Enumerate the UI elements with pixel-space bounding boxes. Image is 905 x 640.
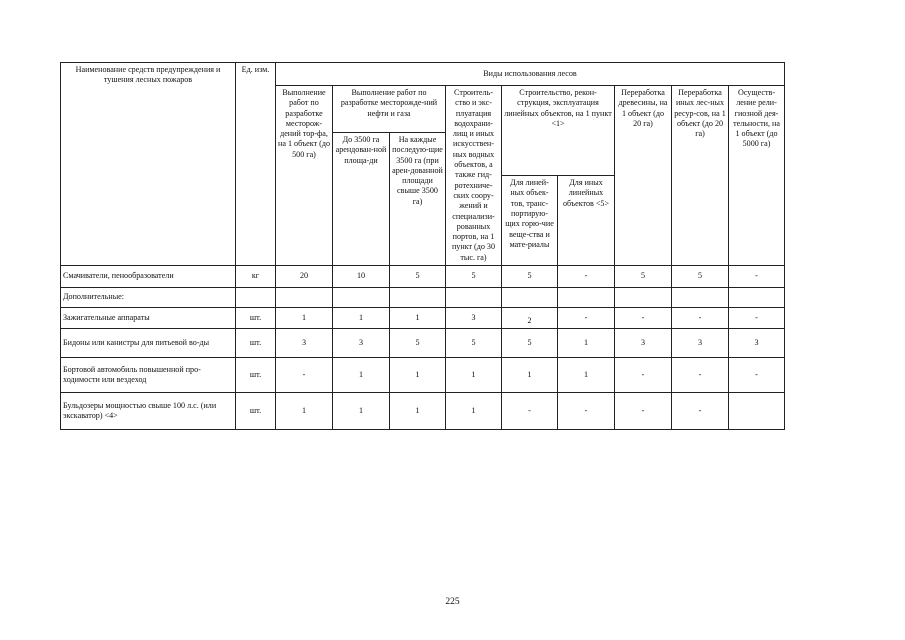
cell: 1 — [276, 393, 333, 430]
header-linear: Строительство, рекон-струкция, эксплуатация линейных объектов, на 1 пункт <1> — [502, 86, 615, 176]
row-name: Дополнительные: — [61, 288, 236, 308]
table-row — [61, 393, 785, 430]
cell: 1 — [333, 358, 390, 393]
row-name: Зажигательные аппараты — [61, 308, 236, 329]
cell: 1 — [558, 329, 615, 358]
cell: 1 — [390, 308, 446, 329]
cell: 1 — [446, 393, 502, 430]
cell: 1 — [502, 358, 558, 393]
cell: - — [502, 393, 558, 430]
page-number: 225 — [445, 597, 460, 607]
cell: 5 — [446, 329, 502, 358]
cell — [615, 288, 672, 308]
cell: 5 — [502, 266, 558, 288]
row-unit: шт. — [236, 329, 276, 358]
cell: 3 — [672, 329, 729, 358]
header-wood: Переработка древесины, на 1 объект (до 20 га) — [615, 86, 672, 266]
cell — [729, 288, 785, 308]
cell: 1 — [333, 393, 390, 430]
cell: - — [558, 266, 615, 288]
cell — [390, 288, 446, 308]
cell: 5 — [390, 329, 446, 358]
cell: - — [276, 358, 333, 393]
cell — [672, 288, 729, 308]
cell — [558, 288, 615, 308]
cell: - — [729, 266, 785, 288]
cell — [333, 288, 390, 308]
cell: 3 — [729, 329, 785, 358]
header-oilgas-b: На каждые последую-щие 3500 га (при арен-дованной площади свыше 3500 га) — [390, 133, 446, 266]
cell: 20 — [276, 266, 333, 288]
row-unit: шт. — [236, 308, 276, 329]
header-reservoirs: Строитель-ство и экс-плуатация водохрани-лищ и иных искусствен-ных водных объектов, а также гид-ротехниче-ских соору-жений и специализи-рованных портов, на 1 пункт (до 30 тыс. га) — [446, 86, 502, 266]
header-linear-a: Для линей-ных объек-тов, транс-портирую-щих горю-чие веще-ства и мате-риалы — [502, 176, 558, 266]
cell: 5 — [672, 266, 729, 288]
header-peat: Выполнение работ по разработке месторож-дений тор-фа, на 1 объект (до 500 га) — [276, 86, 333, 266]
cell: 1 — [390, 358, 446, 393]
header-unit-col: Ед. изм. — [236, 63, 276, 266]
header-religious: Осуществ-ление рели-гиозной дея-тельности, на 1 объект (до 5000 га) — [729, 86, 785, 266]
cell — [446, 288, 502, 308]
cell — [276, 288, 333, 308]
header-forest-res: Переработка иных лес-ных ресур-сов, на 1 объект (до 20 га) — [672, 86, 729, 266]
cell: 5 — [390, 266, 446, 288]
cell: - — [615, 358, 672, 393]
cell: 1 — [446, 358, 502, 393]
table-row — [61, 329, 785, 358]
cell: 5 — [502, 329, 558, 358]
cell: - — [558, 308, 615, 329]
header-row-1 — [61, 63, 785, 86]
table-row — [61, 358, 785, 393]
row-name: Смачиватели, пенообразователи — [61, 266, 236, 288]
table-row — [61, 288, 785, 308]
header-group-title: Виды использования лесов — [276, 63, 785, 86]
norms-table — [60, 62, 785, 430]
cell: 3 — [446, 308, 502, 329]
cell: - — [615, 393, 672, 430]
row-name: Бидоны или канистры для питьевой во-ды — [61, 329, 236, 358]
cell: - — [672, 308, 729, 329]
row-unit: кг — [236, 266, 276, 288]
table-row — [61, 308, 785, 329]
cell: - — [615, 308, 672, 329]
cell: 5 — [446, 266, 502, 288]
header-linear-b: Для иных линейных объектов <5> — [558, 176, 615, 266]
cell: 2 — [502, 308, 558, 329]
header-oilgas: Выполнение работ по разработке месторожде-ний нефти и газа — [333, 86, 446, 133]
cell: - — [672, 393, 729, 430]
cell: - — [729, 358, 785, 393]
cell: 1 — [558, 358, 615, 393]
cell: - — [672, 358, 729, 393]
cell: - — [729, 308, 785, 329]
cell: - — [558, 393, 615, 430]
cell — [729, 393, 785, 430]
cell: 1 — [390, 393, 446, 430]
cell: 1 — [276, 308, 333, 329]
cell: 3 — [276, 329, 333, 358]
cell: 1 — [333, 308, 390, 329]
cell: 3 — [333, 329, 390, 358]
row-unit: шт. — [236, 358, 276, 393]
header-oilgas-a: До 3500 га арендован-ной площа-ди — [333, 133, 390, 266]
row-name: Бортовой автомобиль повышенной про-ходимости или вездеход — [61, 358, 236, 393]
cell: 3 — [615, 329, 672, 358]
cell — [502, 288, 558, 308]
row-unit — [236, 288, 276, 308]
row-name: Бульдозеры мощностью свыше 100 л.с. (или экскаватор) <4> — [61, 393, 236, 430]
cell: 10 — [333, 266, 390, 288]
row-unit: шт. — [236, 393, 276, 430]
cell: 5 — [615, 266, 672, 288]
table-row — [61, 266, 785, 288]
header-name-col: Наименование средств предупреждения и тушения лесных пожаров — [61, 63, 236, 266]
